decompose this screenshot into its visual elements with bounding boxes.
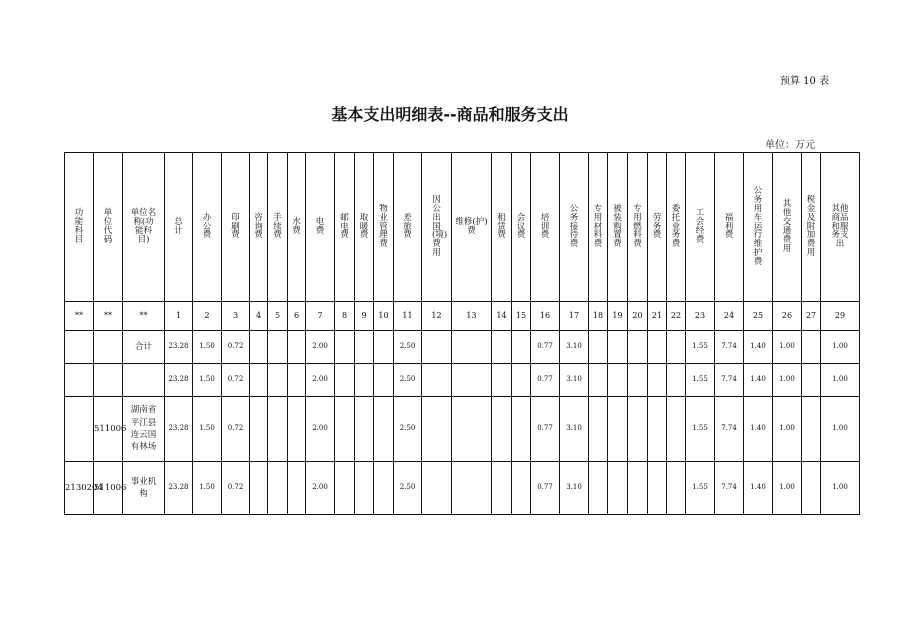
value-cell xyxy=(288,397,306,462)
column-header xyxy=(335,153,355,302)
unit-label: 单位：万元 xyxy=(765,140,815,151)
column-header-text: 印刷费 xyxy=(231,212,240,241)
column-header xyxy=(628,153,648,302)
value-cell: 2.00 xyxy=(306,364,335,397)
value-cell: 2.50 xyxy=(394,462,422,515)
value-cell xyxy=(250,331,268,364)
value-cell: 1.55 xyxy=(686,364,715,397)
value-cell: 1.50 xyxy=(193,364,222,397)
column-number: 18 xyxy=(589,302,608,331)
column-header-text: 维修(护)费 xyxy=(455,217,488,236)
value-cell xyxy=(492,364,512,397)
column-header-text: 功能科目 xyxy=(74,208,84,245)
column-header xyxy=(94,153,123,302)
value-cell: 3.10 xyxy=(560,397,589,462)
column-header xyxy=(648,153,667,302)
column-header xyxy=(65,153,94,302)
value-cell: 2.00 xyxy=(306,397,335,462)
value-cell: 1.50 xyxy=(193,397,222,462)
column-header-text: 其他商品和服务支出 xyxy=(831,203,849,250)
value-cell: 0.72 xyxy=(222,397,250,462)
column-number: 12 xyxy=(422,302,452,331)
value-cell: 1.55 xyxy=(686,397,715,462)
column-number: 2 xyxy=(193,302,222,331)
value-cell: 2.50 xyxy=(394,364,422,397)
unit-name-cell-text: 合计 xyxy=(134,341,152,352)
column-header xyxy=(394,153,422,302)
column-header-text: 租赁费 xyxy=(497,212,506,241)
value-cell: 7.74 xyxy=(715,331,744,364)
value-cell xyxy=(628,331,648,364)
value-cell xyxy=(452,364,492,397)
value-cell: 3.10 xyxy=(560,462,589,515)
value-cell xyxy=(628,397,648,462)
unit-name-cell xyxy=(123,331,165,364)
value-cell xyxy=(802,397,821,462)
column-header-text: 培训费 xyxy=(540,212,550,241)
function-code-cell xyxy=(65,462,103,515)
value-cell: 1.00 xyxy=(821,331,860,364)
unit-code-cell-text: 511006 xyxy=(94,482,127,493)
value-cell: 1.00 xyxy=(773,331,802,364)
column-number: 11 xyxy=(394,302,422,331)
value-cell xyxy=(648,462,667,515)
value-cell xyxy=(355,364,374,397)
value-cell xyxy=(422,397,452,462)
value-cell: 23.28 xyxy=(165,397,193,462)
value-cell: 2.50 xyxy=(394,331,422,364)
value-cell xyxy=(667,331,686,364)
column-header-text: 差旅费 xyxy=(403,212,412,241)
unit-code-cell xyxy=(94,331,123,364)
value-cell xyxy=(288,462,306,515)
column-header xyxy=(802,153,821,302)
column-number: 1 xyxy=(165,302,193,331)
column-number: 9 xyxy=(355,302,374,331)
column-header-text: 办公费 xyxy=(202,212,212,241)
function-code-cell xyxy=(65,397,94,462)
value-cell xyxy=(268,364,288,397)
value-cell xyxy=(268,462,288,515)
column-header xyxy=(123,153,165,302)
value-cell xyxy=(802,462,821,515)
table-row xyxy=(65,397,860,462)
value-cell xyxy=(452,462,492,515)
column-number: ** xyxy=(123,302,165,331)
column-number: 10 xyxy=(374,302,394,331)
column-header xyxy=(250,153,268,302)
column-header xyxy=(686,153,715,302)
value-cell xyxy=(648,331,667,364)
column-number: 15 xyxy=(512,302,531,331)
column-header xyxy=(608,153,628,302)
value-cell xyxy=(492,331,512,364)
column-header xyxy=(452,153,492,302)
value-cell xyxy=(648,364,667,397)
value-cell: 1.40 xyxy=(744,397,773,462)
value-cell xyxy=(512,331,531,364)
column-header xyxy=(268,153,288,302)
value-cell xyxy=(250,462,268,515)
column-header-text: 公务接待费 xyxy=(569,203,579,250)
value-cell: 0.77 xyxy=(531,397,560,462)
value-cell: 1.00 xyxy=(773,364,802,397)
column-header xyxy=(374,153,394,302)
column-number: 5 xyxy=(268,302,288,331)
value-cell: 1.40 xyxy=(744,462,773,515)
value-cell: 23.28 xyxy=(165,462,193,515)
header-row xyxy=(65,153,860,302)
column-number: 24 xyxy=(715,302,744,331)
value-cell xyxy=(452,397,492,462)
value-cell xyxy=(608,397,628,462)
column-header xyxy=(667,153,686,302)
value-cell xyxy=(250,364,268,397)
function-code-cell-text: 2130204 xyxy=(65,482,103,493)
column-header-text: 手续费 xyxy=(273,212,282,241)
unit-code-cell-text: 511006 xyxy=(94,423,127,434)
column-number: 8 xyxy=(335,302,355,331)
column-header-text: 邮电费 xyxy=(340,212,349,241)
value-cell: 1.40 xyxy=(744,364,773,397)
table-row xyxy=(65,331,860,364)
value-cell xyxy=(335,397,355,462)
column-header xyxy=(355,153,374,302)
unit-code-cell xyxy=(94,364,123,397)
column-number: 26 xyxy=(773,302,802,331)
unit-name-cell xyxy=(123,462,165,515)
column-number: 21 xyxy=(648,302,667,331)
value-cell xyxy=(512,397,531,462)
value-cell xyxy=(335,462,355,515)
value-cell: 2.00 xyxy=(306,462,335,515)
unit-name-cell xyxy=(123,364,165,397)
column-number: 29 xyxy=(821,302,860,331)
column-header xyxy=(512,153,531,302)
table-row xyxy=(65,364,860,397)
value-cell xyxy=(667,364,686,397)
value-cell: 1.55 xyxy=(686,331,715,364)
column-header-text: 会议费 xyxy=(516,212,526,241)
value-cell: 7.74 xyxy=(715,462,744,515)
column-header xyxy=(288,153,306,302)
value-cell xyxy=(608,331,628,364)
value-cell: 0.72 xyxy=(222,331,250,364)
column-header xyxy=(560,153,589,302)
column-number: 14 xyxy=(492,302,512,331)
table-row xyxy=(65,462,860,515)
column-header-text: 电费 xyxy=(315,217,325,236)
value-cell xyxy=(628,462,648,515)
value-cell xyxy=(492,462,512,515)
column-header-text: 专用燃料费 xyxy=(633,203,642,250)
column-header-text: 单位代码 xyxy=(103,208,113,245)
column-header-text: 公务用车运行维护费 xyxy=(753,185,763,268)
value-cell xyxy=(452,331,492,364)
value-cell xyxy=(355,397,374,462)
value-cell: 1.00 xyxy=(773,397,802,462)
column-header-text: 物业管理费 xyxy=(379,203,388,250)
unit-code-cell xyxy=(94,462,127,515)
value-cell: 7.74 xyxy=(715,397,744,462)
value-cell: 0.77 xyxy=(531,364,560,397)
value-cell xyxy=(608,462,628,515)
value-cell xyxy=(374,331,394,364)
value-cell: 23.28 xyxy=(165,331,193,364)
column-header-text: 取暖费 xyxy=(359,212,369,241)
column-number: 17 xyxy=(560,302,589,331)
column-header-text: 劳务费 xyxy=(652,212,662,241)
value-cell xyxy=(422,462,452,515)
value-cell xyxy=(648,397,667,462)
column-header xyxy=(222,153,250,302)
value-cell: 1.00 xyxy=(821,364,860,397)
value-cell: 1.55 xyxy=(686,462,715,515)
value-cell xyxy=(667,397,686,462)
budget-table xyxy=(64,152,860,515)
column-header-text: 福利费 xyxy=(724,212,734,241)
column-header xyxy=(193,153,222,302)
column-header-text: 被装购置费 xyxy=(613,203,622,250)
column-header-text: 委托业务费 xyxy=(671,203,681,250)
function-code-cell xyxy=(65,331,94,364)
unit-code-cell xyxy=(94,397,127,462)
column-header-text: 水费 xyxy=(292,217,301,236)
column-number: 3 xyxy=(222,302,250,331)
value-cell xyxy=(250,397,268,462)
column-header xyxy=(165,153,193,302)
value-cell: 1.50 xyxy=(193,331,222,364)
value-cell xyxy=(374,364,394,397)
column-header xyxy=(422,153,452,302)
column-header xyxy=(531,153,560,302)
column-number: 16 xyxy=(531,302,560,331)
value-cell xyxy=(335,331,355,364)
column-number: 19 xyxy=(608,302,628,331)
column-number: ** xyxy=(94,302,123,331)
column-number: ** xyxy=(65,302,94,331)
column-header xyxy=(492,153,512,302)
value-cell: 23.28 xyxy=(165,364,193,397)
column-header xyxy=(306,153,335,302)
column-number-row xyxy=(65,302,860,331)
value-cell: 3.10 xyxy=(560,331,589,364)
value-cell xyxy=(589,331,608,364)
column-header-text: 工会经费 xyxy=(695,208,705,245)
column-header-text: 单位名称(功能科目) xyxy=(130,208,157,245)
value-cell: 7.74 xyxy=(715,364,744,397)
column-number: 13 xyxy=(452,302,492,331)
value-cell xyxy=(628,364,648,397)
value-cell xyxy=(667,462,686,515)
column-number: 4 xyxy=(250,302,268,331)
value-cell: 2.00 xyxy=(306,331,335,364)
column-header xyxy=(821,153,860,302)
value-cell xyxy=(512,462,531,515)
column-header xyxy=(773,153,802,302)
value-cell xyxy=(589,364,608,397)
value-cell: 1.00 xyxy=(821,397,860,462)
value-cell xyxy=(422,364,452,397)
column-number: 25 xyxy=(744,302,773,331)
value-cell xyxy=(268,331,288,364)
page-title: 基本支出明细表--商品和服务支出 xyxy=(331,105,569,124)
column-header-text: 因公出国(境)费用 xyxy=(432,194,448,259)
unit-name-cell-text: 湖南省平江县连云国有林场 xyxy=(130,405,157,453)
value-cell: 2.50 xyxy=(394,397,422,462)
value-cell: 1.00 xyxy=(821,462,860,515)
value-cell xyxy=(512,364,531,397)
value-cell xyxy=(288,331,306,364)
value-cell xyxy=(268,397,288,462)
column-number: 6 xyxy=(288,302,306,331)
value-cell xyxy=(422,331,452,364)
value-cell xyxy=(288,364,306,397)
column-number: 23 xyxy=(686,302,715,331)
column-header-text: 总计 xyxy=(174,217,183,236)
value-cell xyxy=(802,364,821,397)
function-code-cell xyxy=(65,364,94,397)
budget-table-body xyxy=(65,153,860,515)
value-cell xyxy=(492,397,512,462)
value-cell: 1.40 xyxy=(744,331,773,364)
value-cell xyxy=(589,462,608,515)
unit-name-cell xyxy=(123,397,165,462)
column-number: 27 xyxy=(802,302,821,331)
unit-name-cell-text: 事业机构 xyxy=(130,476,157,499)
value-cell xyxy=(589,397,608,462)
column-header-text: 咨询费 xyxy=(254,212,263,241)
value-cell: 0.77 xyxy=(531,462,560,515)
value-cell xyxy=(374,397,394,462)
column-header-text: 其他交通费用 xyxy=(782,199,792,254)
column-header xyxy=(589,153,608,302)
column-number: 20 xyxy=(628,302,648,331)
value-cell xyxy=(374,462,394,515)
value-cell xyxy=(802,331,821,364)
value-cell xyxy=(608,364,628,397)
value-cell xyxy=(355,462,374,515)
column-header-text: 税金及附加费用 xyxy=(806,194,816,259)
column-header xyxy=(744,153,773,302)
column-number: 22 xyxy=(667,302,686,331)
value-cell: 0.72 xyxy=(222,462,250,515)
value-cell: 0.77 xyxy=(531,331,560,364)
value-cell: 0.72 xyxy=(222,364,250,397)
value-cell: 3.10 xyxy=(560,364,589,397)
value-cell xyxy=(355,331,374,364)
column-header xyxy=(715,153,744,302)
value-cell: 1.50 xyxy=(193,462,222,515)
value-cell xyxy=(335,364,355,397)
value-cell: 1.00 xyxy=(773,462,802,515)
column-header-text: 专用材料费 xyxy=(593,203,603,250)
form-number: 预算 10 表 xyxy=(780,76,830,87)
column-number: 7 xyxy=(306,302,335,331)
